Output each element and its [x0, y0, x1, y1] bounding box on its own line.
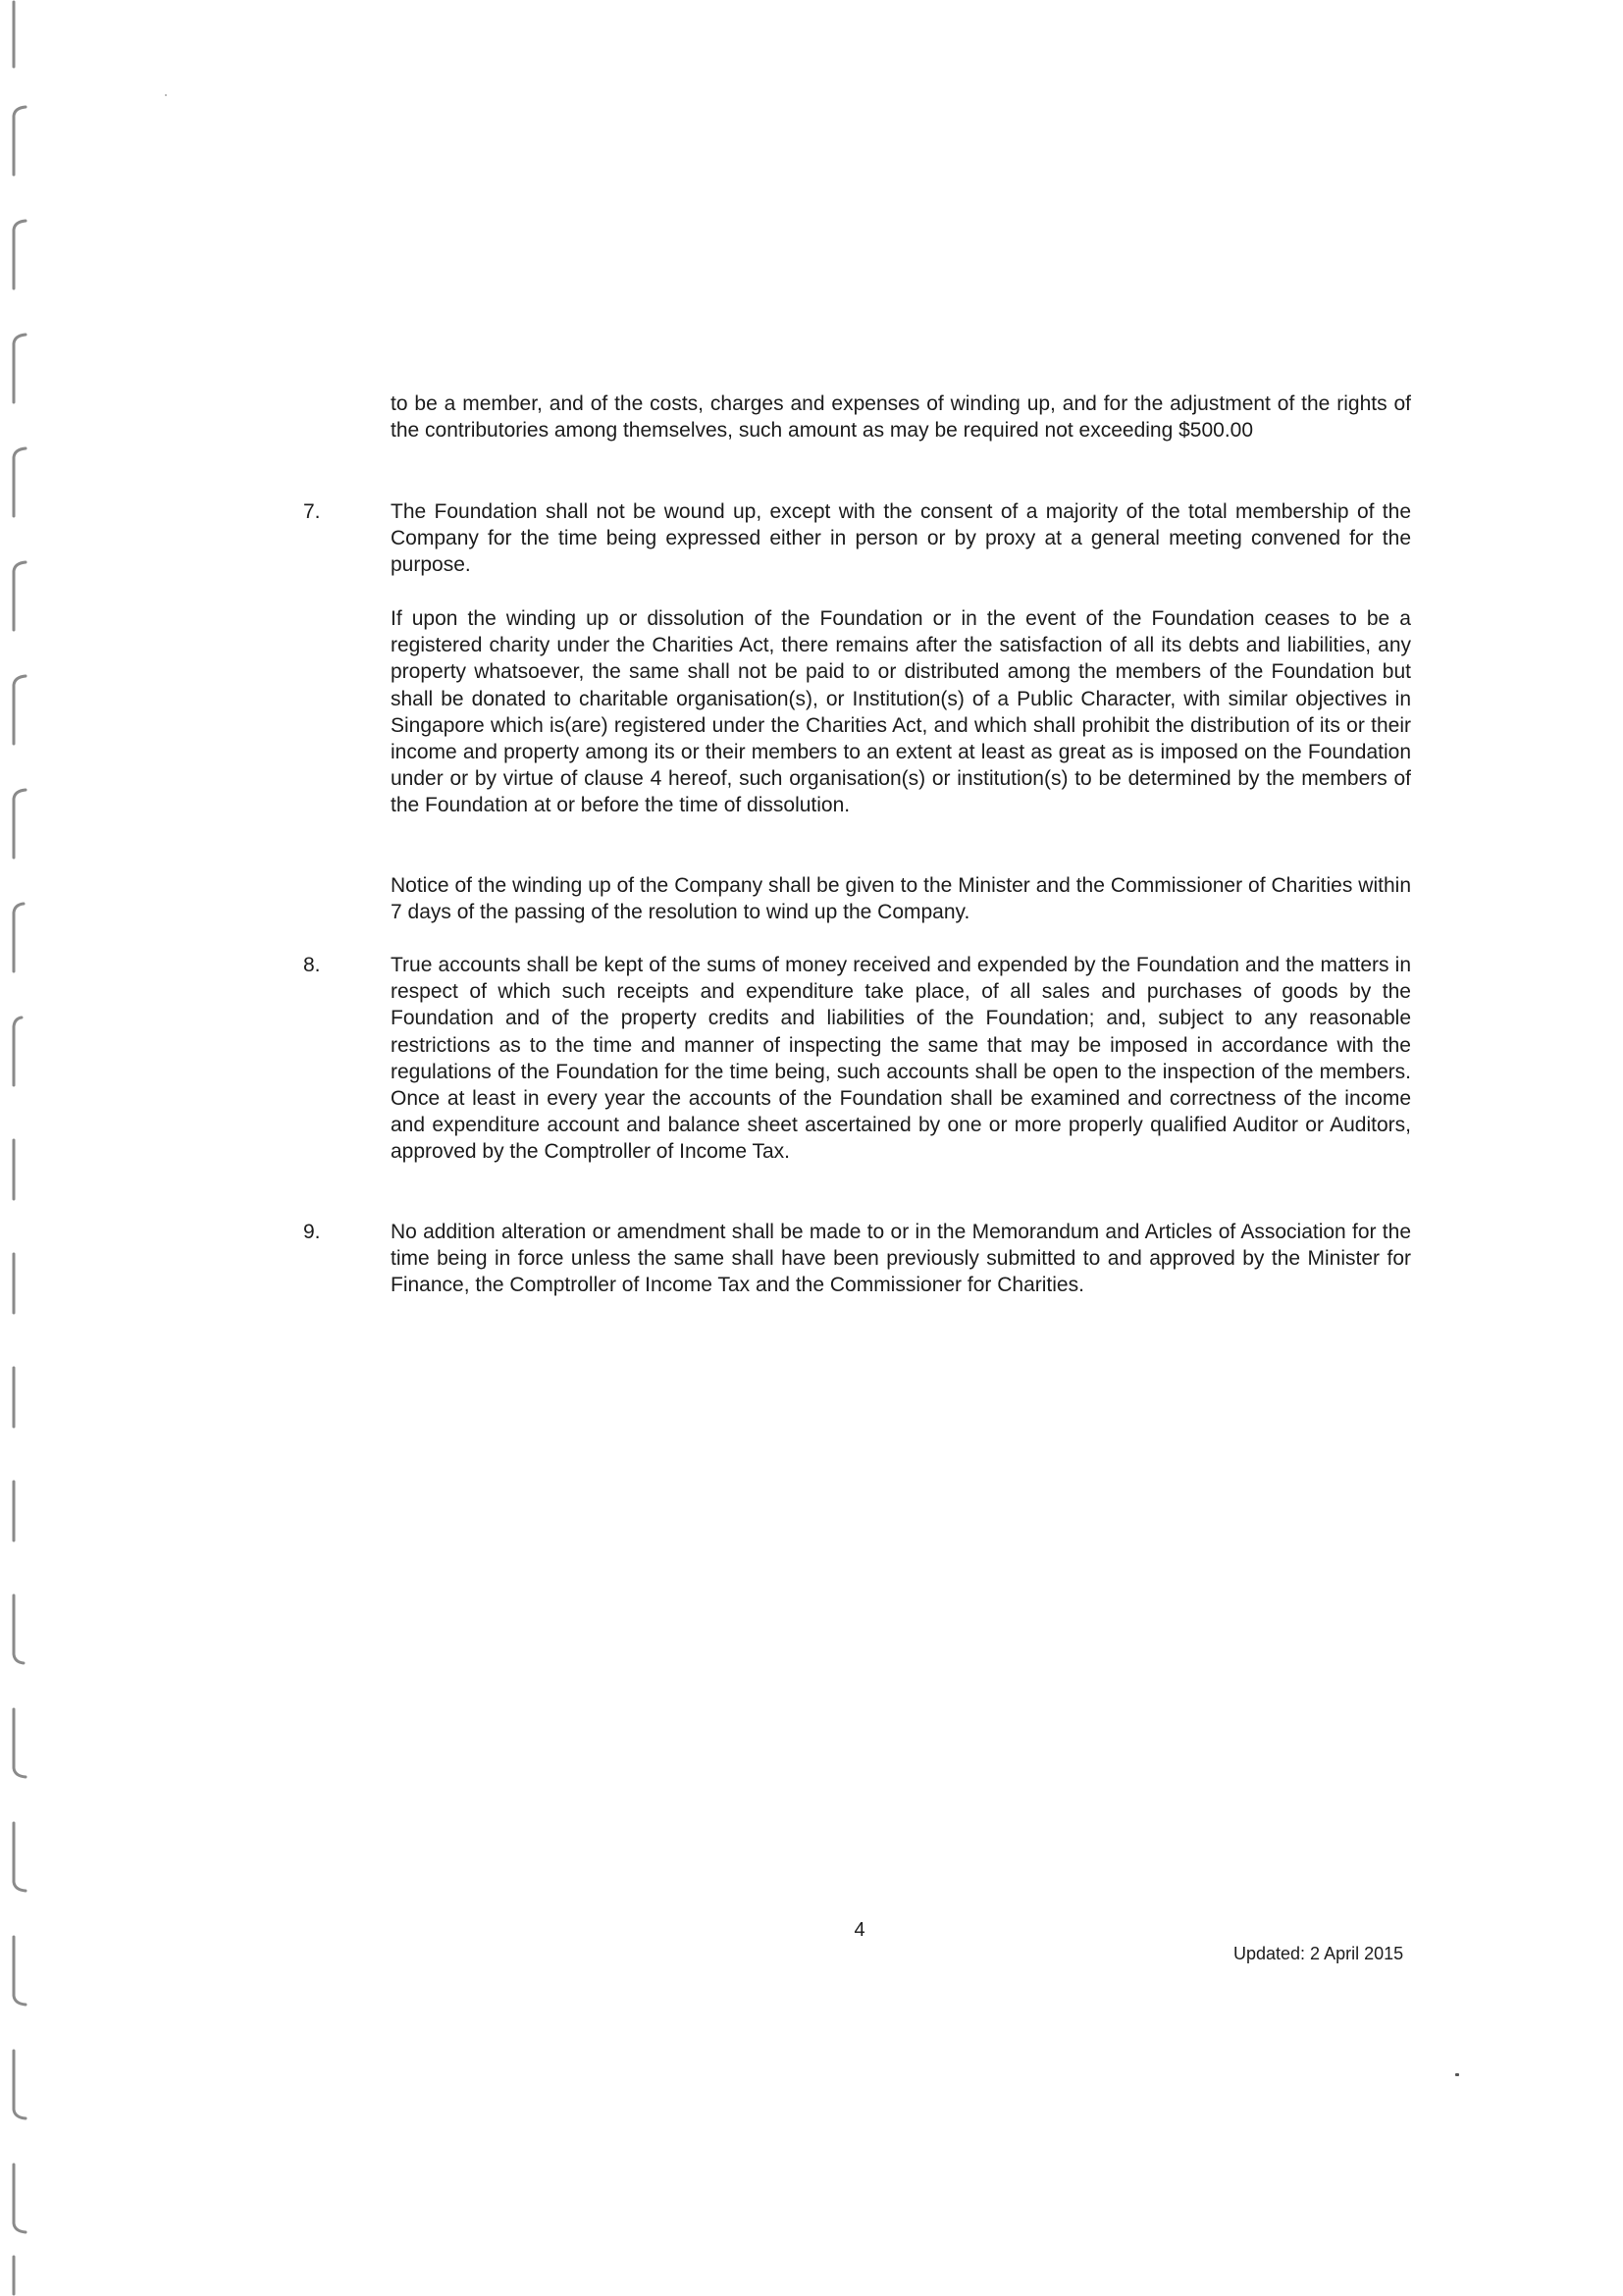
clause-number-8: 8.: [303, 954, 321, 976]
continuation-paragraph: [391, 391, 1411, 444]
scan-speck: [1455, 2073, 1459, 2076]
clause-number-9: 9.: [303, 1221, 321, 1243]
clause-7-text-3: Notice of the winding up of the Company shall be given to the Minister and the Commissioner of Charities within 7 days of the passing of the resolution to wind up the Company.: [391, 874, 1411, 924]
clause-7-text-2: If upon the winding up or dissolution of the Foundation or in the event of the Foundation ceases to be a registered charity under the Charities Act, there remains after the satisfaction of all its debts and liabilities, any property whatsoever, the same shall not be paid to or distributed among the members of the Foundation but shall be donated to charitable organisation(s), or Institution(s) of a Public Character, with similar objectives in Singapore which is(are) registered under the Charities Act, and which shall prohibit the distribution of its or their income and property among its or their members to an extent at least as great as is imposed on the Foundation under or by virtue of clause 4 hereof, such organisation(s) or institution(s) to be determined by the members of the Foundation at or before the time of dissolution.: [391, 607, 1411, 817]
scan-speck: [165, 94, 167, 96]
continuation-text: to be a member, and of the costs, charges and expenses of winding up, and for the adjustment of the rights of the contributories among themselves, such amount as may be required not exceeding $500.00: [391, 392, 1411, 443]
clause-7-paragraph-3: [391, 872, 1411, 925]
clause-number-7: 7.: [303, 500, 321, 523]
clause-8-text: True accounts shall be kept of the sums of money received and expended by the Foundation and the matters in respect of which such receipts and expenditure take place, of all sales and purchases of goods by the Foundation and of the property credits and liabilities of the Foundation; and, subject to any reasonable restrictions as to the time and manner of inspecting the same that may be imposed in accordance with the regulations of the Foundation for the time being, such accounts shall be open to the inspection of the members. Once at least in every year the accounts of the Foundation shall be examined and correctness of the income and expenditure account and balance sheet ascertained by one or more properly qualified Auditor or Auditors, approved by the Comptroller of Income Tax.: [391, 954, 1411, 1164]
updated-date: Updated: 2 April 2015: [1233, 1944, 1404, 1963]
clause-9-text: No addition alteration or amendment shall be made to or in the Memorandum and Articles of Association for the time being in force unless the same shall have been previously submitted to and approved by the Minister for Finance, the Comptroller of Income Tax and the Commissioner for Charities.: [391, 1221, 1411, 1297]
clause-9-paragraph: [391, 1219, 1411, 1299]
clause-8-paragraph: [391, 952, 1411, 1166]
binding-marks: [0, 0, 59, 2296]
clause-7-paragraph-2: [391, 605, 1411, 819]
binding-marks-graphic: [0, 0, 59, 2296]
clause-7-paragraph-1: [391, 498, 1411, 579]
page-number: 4: [854, 1919, 865, 1941]
clause-7-text-1: The Foundation shall not be wound up, except with the consent of a majority of the total membership of the Company for the time being expressed either in person or by proxy at a general meeting convened for the purpose.: [391, 500, 1411, 577]
